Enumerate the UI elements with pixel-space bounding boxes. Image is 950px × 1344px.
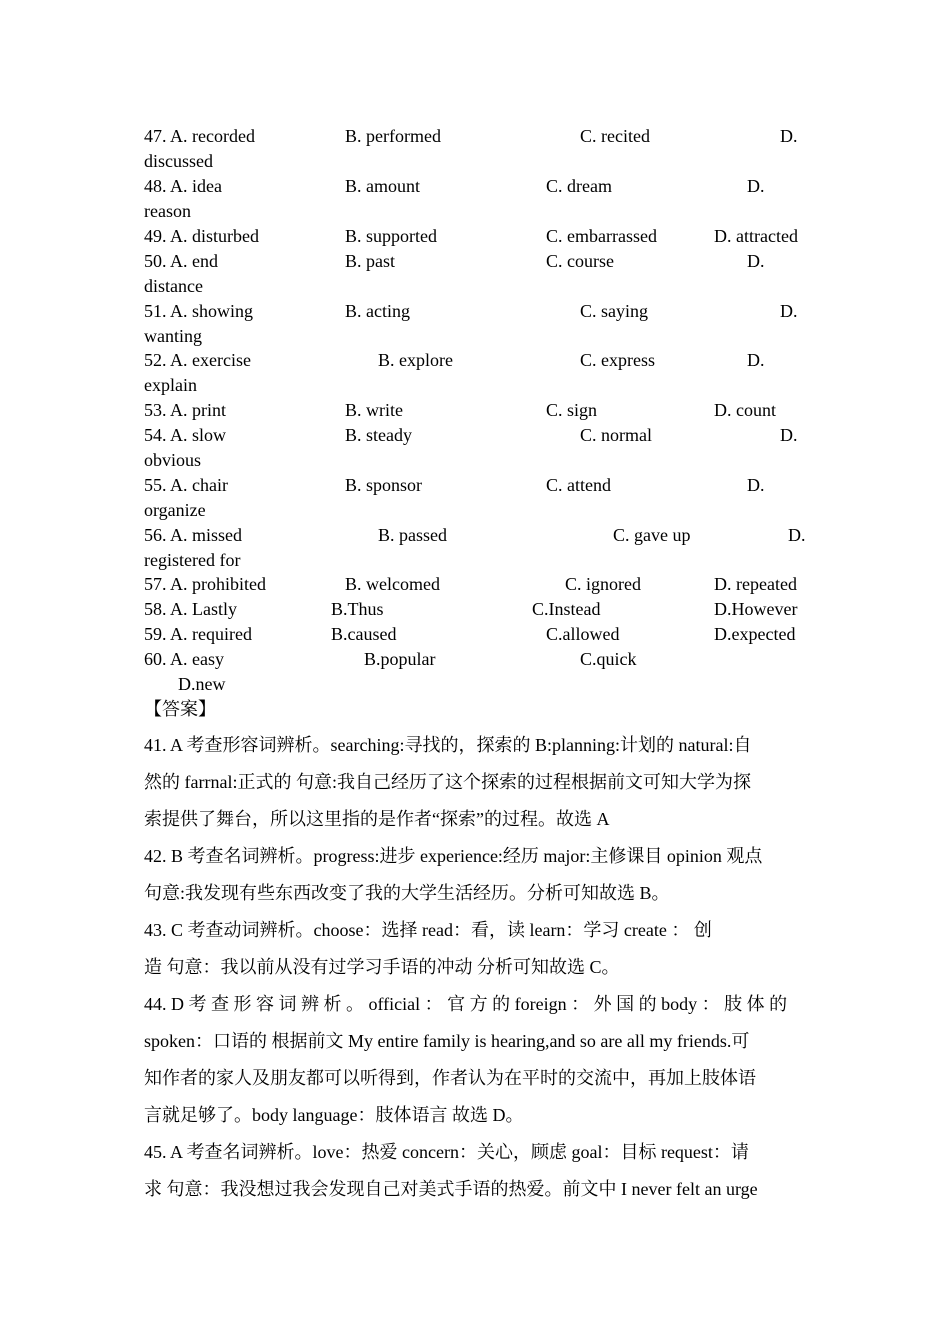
q55-option-c: C. attend bbox=[546, 475, 611, 495]
answer-45 bbox=[144, 1134, 806, 1208]
q47-option-a: 47. A. recorded bbox=[144, 126, 255, 146]
q52-option-b: B. explore bbox=[378, 350, 453, 370]
answer-43 bbox=[144, 912, 806, 986]
answer-45-line-1: 45. A 考查名词辨析。love：热爱 concern：关心，顾虑 goal：目标 request：请 bbox=[144, 1142, 749, 1162]
q49-option-d: D. attracted bbox=[714, 226, 798, 246]
answer-45-line-2: 求 句意：我没想过我会发现自己对美式手语的热爱。前文中 I never felt an urge bbox=[144, 1179, 758, 1199]
q51-option-c: C. saying bbox=[580, 301, 649, 321]
q54-option-c: C. normal bbox=[580, 425, 652, 445]
q48-option-d: D. bbox=[747, 176, 765, 196]
q55-option-a: 55. A. chair bbox=[144, 475, 228, 495]
q55-option-d-word: organize bbox=[144, 500, 206, 520]
q48-option-d-word: reason bbox=[144, 201, 191, 221]
answer-44-line-3: 知作者的家人及朋友都可以听得到，作者认为在平时的交流中，再加上肢体语 bbox=[144, 1068, 756, 1088]
q52-option-d-word: explain bbox=[144, 375, 197, 395]
q47-option-b: B. performed bbox=[345, 126, 441, 146]
q54-option-d-word: obvious bbox=[144, 450, 202, 470]
q55-option-d: D. bbox=[747, 475, 765, 495]
q54-option-d: D. bbox=[780, 425, 798, 445]
q47-option-d-word: discussed bbox=[144, 151, 213, 171]
answer-44-line-2: spoken：口语的 根据前文 My entire family is hearing,and so are all my friends.可 bbox=[144, 1031, 750, 1051]
q57-option-c: C. ignored bbox=[565, 574, 641, 594]
q58-option-d: D.However bbox=[714, 599, 798, 619]
q48-option-c: C. dream bbox=[546, 176, 612, 196]
answer-43-line-2: 造 句意：我以前从没有过学习手语的冲动 分析可知故选 C。 bbox=[144, 957, 620, 977]
q56-option-a: 56. A. missed bbox=[144, 525, 243, 545]
q54-option-a: 54. A. slow bbox=[144, 425, 227, 445]
q59-option-c: C.allowed bbox=[546, 624, 620, 644]
q60-option-b: B.popular bbox=[364, 649, 436, 669]
q47-option-d: D. bbox=[780, 126, 798, 146]
q58-option-b: B.Thus bbox=[331, 599, 384, 619]
q48-option-b: B. amount bbox=[345, 176, 420, 196]
q56-option-d-word: registered for bbox=[144, 550, 241, 570]
answer-42-line-2: 句意:我发现有些东西改变了我的大学生活经历。分析可知故选 B。 bbox=[144, 883, 670, 903]
q57-option-a: 57. A. prohibited bbox=[144, 574, 266, 594]
answer-43-line-1: 43. C 考查动词辨析。choose：选择 read：看，读 learn：学习 create ： 创 bbox=[144, 920, 712, 940]
q50-option-d-word: distance bbox=[144, 276, 203, 296]
q49-option-a: 49. A. disturbed bbox=[144, 226, 259, 246]
q51-option-a: 51. A. showing bbox=[144, 301, 254, 321]
answer-header: 【答案】 bbox=[144, 699, 216, 719]
q52-option-d: D. bbox=[747, 350, 765, 370]
q49-option-c: C. embarrassed bbox=[546, 226, 657, 246]
answer-44-line-4: 言就足够了。body language：肢体语言 故选 D。 bbox=[144, 1105, 524, 1125]
q52-option-c: C. express bbox=[580, 350, 655, 370]
q53-option-c: C. sign bbox=[546, 400, 598, 420]
q60-option-d: D.new bbox=[178, 674, 226, 694]
q51-option-d-word: wanting bbox=[144, 326, 202, 346]
q51-option-d: D. bbox=[780, 301, 798, 321]
q52-option-a: 52. A. exercise bbox=[144, 350, 251, 370]
q50-option-c: C. course bbox=[546, 251, 614, 271]
q59-option-b: B.caused bbox=[331, 624, 397, 644]
q57-option-b: B. welcomed bbox=[345, 574, 440, 594]
q51-option-b: B. acting bbox=[345, 301, 410, 321]
q50-option-a: 50. A. end bbox=[144, 251, 218, 271]
q56-option-c: C. gave up bbox=[613, 525, 691, 545]
q60-option-a: 60. A. easy bbox=[144, 649, 224, 669]
answer-44-line-1: 44. D 考 查 形 容 词 辨 析 。 official ： 官 方 的 foreign ： 外 国 的 body ： 肢 体 的 bbox=[144, 994, 788, 1014]
q56-option-b: B. passed bbox=[378, 525, 447, 545]
q57-option-d: D. repeated bbox=[714, 574, 797, 594]
answer-41-line-2: 然的 farrnal:正式的 句意:我自己经历了这个探索的过程根据前文可知大学为探 bbox=[144, 772, 751, 792]
q56-option-d: D. bbox=[788, 525, 806, 545]
q60-option-c: C.quick bbox=[580, 649, 637, 669]
q53-option-d: D. count bbox=[714, 400, 776, 420]
q50-option-d: D. bbox=[747, 251, 765, 271]
q53-option-b: B. write bbox=[345, 400, 403, 420]
answer-41 bbox=[144, 727, 806, 838]
q58-option-a: 58. A. Lastly bbox=[144, 599, 237, 619]
q49-option-b: B. supported bbox=[345, 226, 437, 246]
answer-41-line-1: 41. A 考查形容词辨析。searching:寻找的，探索的 B:planning:计划的 natural:自 bbox=[144, 735, 752, 755]
q47-option-c: C. recited bbox=[580, 126, 650, 146]
q59-option-a: 59. A. required bbox=[144, 624, 252, 644]
answer-42-line-1: 42. B 考查名词辨析。progress:进步 experience:经历 major:主修课目 opinion 观点 bbox=[144, 846, 763, 866]
q54-option-b: B. steady bbox=[345, 425, 412, 445]
q50-option-b: B. past bbox=[345, 251, 396, 271]
q58-option-c: C.Instead bbox=[532, 599, 601, 619]
q55-option-b: B. sponsor bbox=[345, 475, 423, 495]
q48-option-a: 48. A. idea bbox=[144, 176, 222, 196]
q53-option-a: 53. A. print bbox=[144, 400, 227, 420]
answer-42 bbox=[144, 838, 806, 912]
answer-44 bbox=[144, 986, 806, 1134]
q59-option-d: D.expected bbox=[714, 624, 796, 644]
answer-41-line-3: 索提供了舞台，所以这里指的是作者“探索”的过程。故选 A bbox=[144, 809, 610, 829]
